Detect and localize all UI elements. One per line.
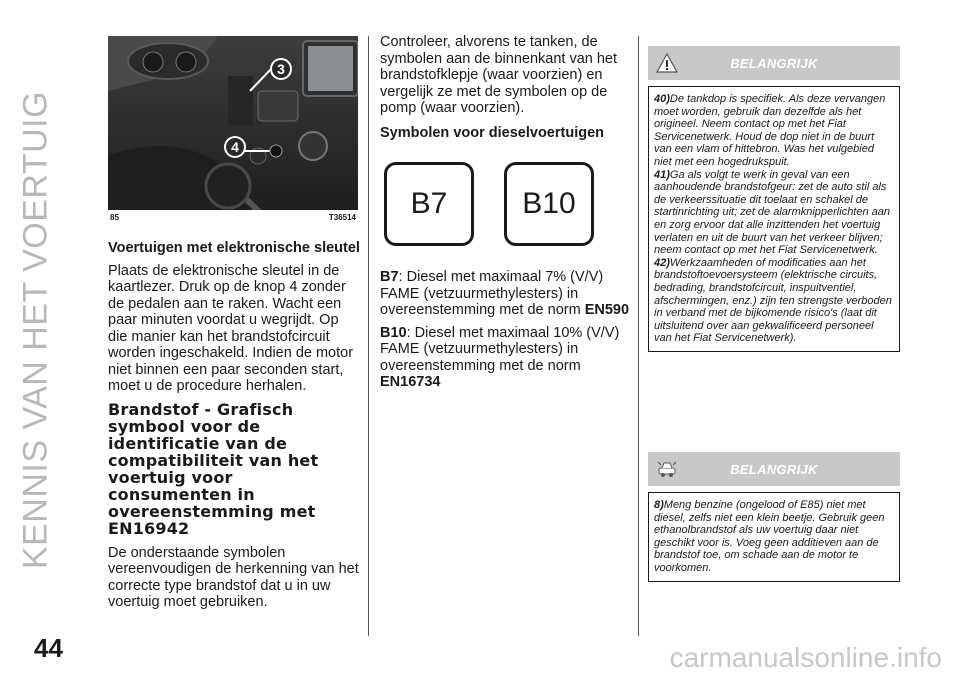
important-notice-2 [648,452,900,582]
notice-item-41-number: 41) [654,168,670,181]
notice-item-42 [654,257,894,345]
b7-definition [380,269,632,319]
notice-item-40-number: 40) [654,93,670,105]
electronic-key-paragraph: Plaats de elektronische sleutel in de kaartlezer. Druk op de knop 4 zonder de pedalen aan te raken. Wacht een paar minuten voordat u wegrijdt. Op die manier kan het brandstofcircuit worden ingeschakeld. Indien de motor niet binnen een paar seconden start, moet u de procedure herhalen. [108,262,354,394]
figure-caption [108,210,358,224]
important-notice-2-body [648,492,900,582]
page-number: 44 [34,633,63,663]
warning-triangle-icon [656,53,678,73]
callout-4-label: 4 [231,139,239,155]
notice-item-40-text: De tankdop is specifiek. Als deze vervangen moet worden, gebruik dan dezelfde als het origineel. Neem contact op met het Fiat Servicenetwerk. Houd de dop niet in de buurt van een vlam of hittebron. Was het vulgebied niet met een hogedrukspuit. [654,93,886,168]
column-2-definitions [380,269,632,397]
notice-item-8-text: Meng benzine (ongelood of E85) niet met diesel, zelfs niet een klein beetje. Gebruik geen ethanolbrandstof als uw voertuig daar niet geschikt voor is. Voeg geen additieven aan de brandstof toe, om schade aan de motor te voorkomen. [654,499,885,574]
electronic-key-heading: Voertuigen met elektronische sleutel [108,240,360,256]
watermark: carmanualsonline.info [669,642,942,673]
important-notice-2-title: BELANGRIJK [730,461,818,477]
notice-item-42-text: Werkzaamheden of modificaties aan het brandstoftoevoersysteem (elektrische circuits, bedrading, brandstofcircuit, inspuitventiel, afschermingen, enz.) zijn ten strengste verboden in verband met de bijkomende risico's (laat dit uitsluitend over aan gekwalificeerd personeel van het Fiat Servicenetwerk). [654,256,892,345]
column-divider-2 [638,36,639,636]
fuel-symbol-b7 [384,162,474,246]
dashboard-photo-illustration [108,36,358,224]
b10-norm: EN16734 [380,374,441,390]
dashboard-photo [108,36,358,224]
notice-item-8 [654,499,894,575]
fuel-symbol-paragraph: De onderstaande symbolen vereenvoudigen de herkenning van het correcte type brandstof dat u in uw voertuig moet gebruiken. [108,544,359,610]
notice-item-41-text: Ga als volgt te werk in geval van een aanhoudende brandstofgeur: zet de auto stil als de verkeerssituatie dit toelaat en schakel de startinrichting uit; zet de alarmknipperlichten aan en zorg ervoor dat alle inzittenden het voertuig verlaten en uit de buurt van het verkeer blijven; neem contact op met het Fiat Servicenetwerk. [654,168,891,257]
notice-item-40 [654,93,894,169]
important-notice-1-body [648,86,900,352]
fuel-symbol-b10-label: B10 [522,187,576,220]
figure-code: T36514 [328,212,356,222]
car-damage-icon [656,459,678,479]
important-notice-2-header [648,452,900,486]
side-chapter-title-text: KENNIS VAN HET VOERTUIG [16,90,55,570]
fuel-symbol-b10 [504,162,594,246]
fuel-symbol-heading: Brandstof - Grafisch symbool voor de identificatie van de compatibiliteit van het voertuig voor consumenten in overeenstemming met EN16942 [108,399,319,538]
b10-definition [380,325,632,391]
b7-description: : Diesel met maximaal 7% (V/V) FAME (vetzuurmethylesters) in overeenstemming met de norm [380,269,604,318]
b7-norm: EN590 [584,302,630,318]
check-symbols-paragraph: Controleer, alvorens te tanken, de symbolen aan de binnenkant van het brandstofklepje (waar voorzien) en vergelijk ze met de symbolen op de pomp (waar voorzien). [380,34,618,116]
b7-term: B7 [380,269,399,285]
important-notice-1 [648,46,900,352]
side-chapter-title [16,90,56,570]
important-notice-1-header [648,46,900,80]
notice-item-42-number: 42) [654,256,670,269]
figure-number: 85 [110,212,119,222]
column-1 [108,240,360,617]
notice-item-41 [654,169,894,257]
fuel-symbol-b7-label: B7 [410,187,448,220]
important-notice-1-title: BELANGRIJK [730,55,818,71]
diesel-symbols-heading: Symbolen voor dieselvoertuigen [380,124,604,141]
b10-description: : Diesel met maximaal 10% (V/V) FAME (vetzuurmethylesters) in overeenstemming met de norm [380,324,620,374]
notice-item-8-number: 8) [654,499,664,511]
b10-term: B10 [380,324,407,341]
column-2 [380,34,632,147]
column-divider-1 [368,36,369,636]
callout-3-label: 3 [277,61,285,77]
